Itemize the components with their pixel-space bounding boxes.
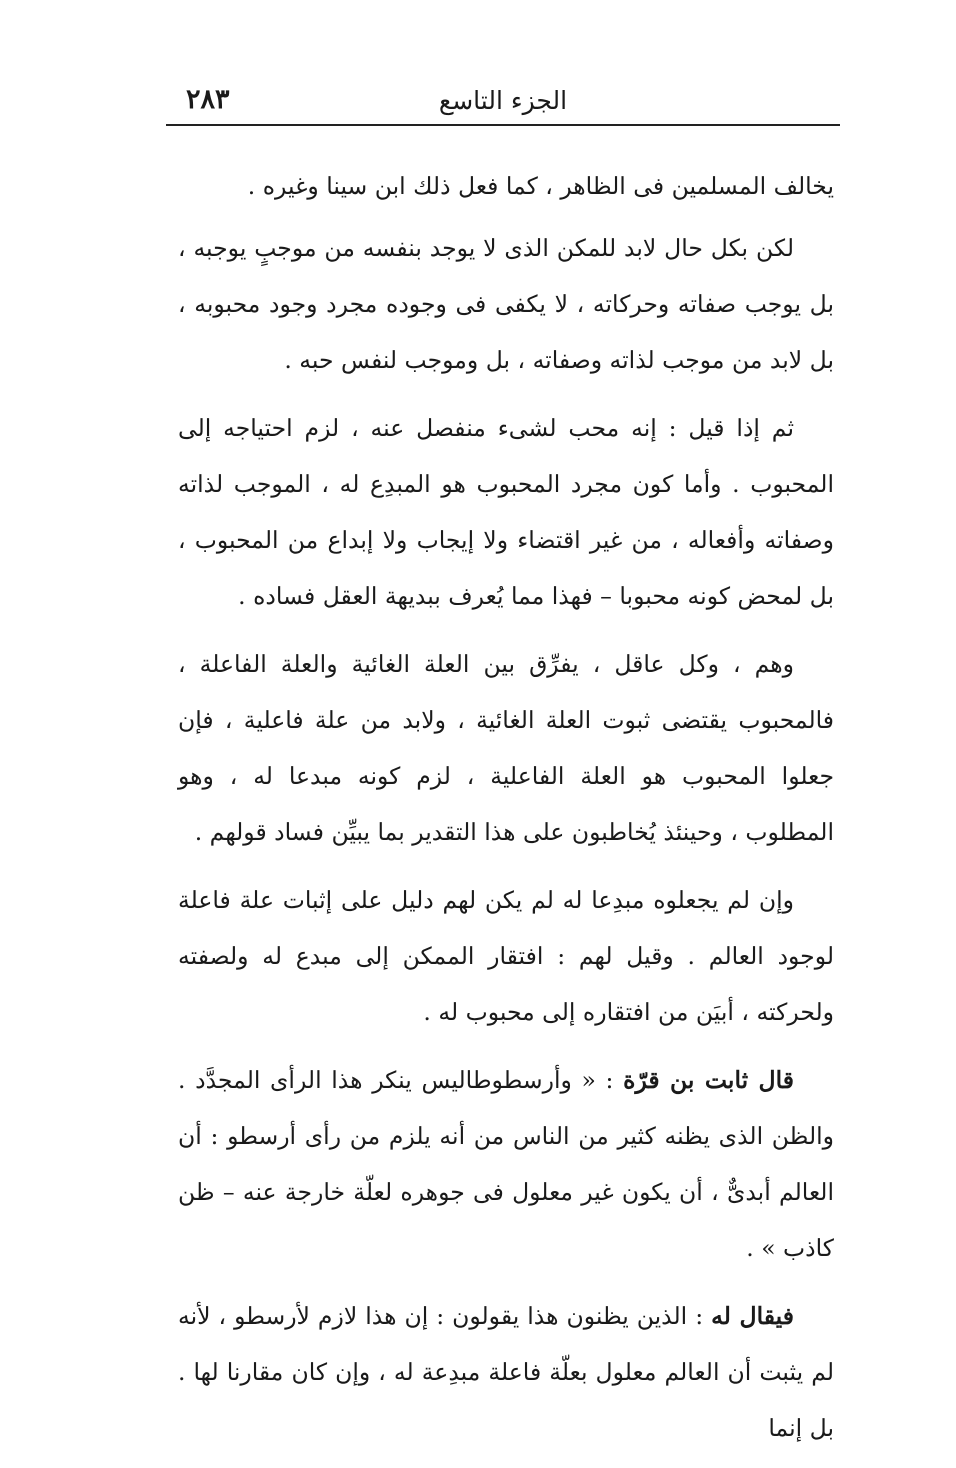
paragraph-6	[178, 1052, 834, 1276]
paragraph-7-text: : الذين يظنون هذا يقولون : إن هذا لازم لأرسطو ، لأنه لم يثبت أن العالم معلول بعلّة فاعلة مبدِعة له ، وإن كان مقارنا لها . بل إنما	[178, 1302, 834, 1442]
paragraph-5: وإن لم يجعلوه مبدِعا له لم يكن لهم دليل على إثبات علة فاعلة لوجود العالم . وقيل لهم : افتقار الممكن إلى مبدع له ولصفته ولحركته ، أبيَن من افتقاره إلى محبوب له .	[178, 886, 834, 1026]
paragraph-6-lead: قال ثابت بن قرّة	[623, 1066, 794, 1094]
paragraph-1: يخالف المسلمين فى الظاهر ، كما فعل ذلك ابن سينا وغيره .	[247, 172, 834, 200]
paragraph-3: ثم إذا قيل : إنه محب لشىء منفصل عنه ، لزم احتياجه إلى المحبوب . وأما كون مجرد المحبوب هو المبدِع له ، الموجب لذاته وصفاته وأفعاله ، من غير اقتضاء ولا إيجاب ولا إبداع من المحبوب ، بل لمحض كونه محبوبا – فهذا مما يُعرف ببديهة العقل فساده .	[178, 414, 834, 610]
paragraph-6-text: : « وأرسطوطاليس ينكر هذا الرأى المجدَّد . والظن الذى يظنه كثير من الناس من أنه يلزم من رأى أرسطو : أن العالم أبدىٌّ ، أن يكون غير معلول فى جوهره لعلّة خارجة عنه – ظن كاذب » .	[178, 1066, 834, 1262]
paragraph-7-lead: فيقال له	[711, 1302, 794, 1330]
paragraph-2: لكن بكل حال لابد للمكن الذى لا يوجد بنفسه من موجبٍ يوجبه ، بل يوجب صفاته وحركاته ، لا يكفى فى وجوده مجرد وجود محبوبه ، بل لابد من موجب لذاته وصفاته ، بل وموجب لنفس حبه .	[178, 234, 834, 374]
running-header	[166, 78, 840, 128]
paragraph-7	[178, 1288, 834, 1456]
body-text	[178, 158, 834, 1468]
header-title: الجزء التاسع	[438, 86, 568, 115]
header-rule	[166, 124, 840, 126]
paragraph-4: وهم ، وكل عاقل ، يفرِّق بين العلة الغائية والعلة الفاعلة ، فالمحبوب يقتضى ثبوت العلة الغائية ، ولابد من علة فاعلية ، فإن جعلوا المحبوب هو العلة الفاعلية ، لزم كونه مبدعا له ، وهو المطلوب ، وحينئذ يُخاطبون على هذا التقدير بما يبيِّن فساد قولهم .	[178, 650, 834, 846]
page-number: ٢٨٣	[186, 84, 230, 115]
